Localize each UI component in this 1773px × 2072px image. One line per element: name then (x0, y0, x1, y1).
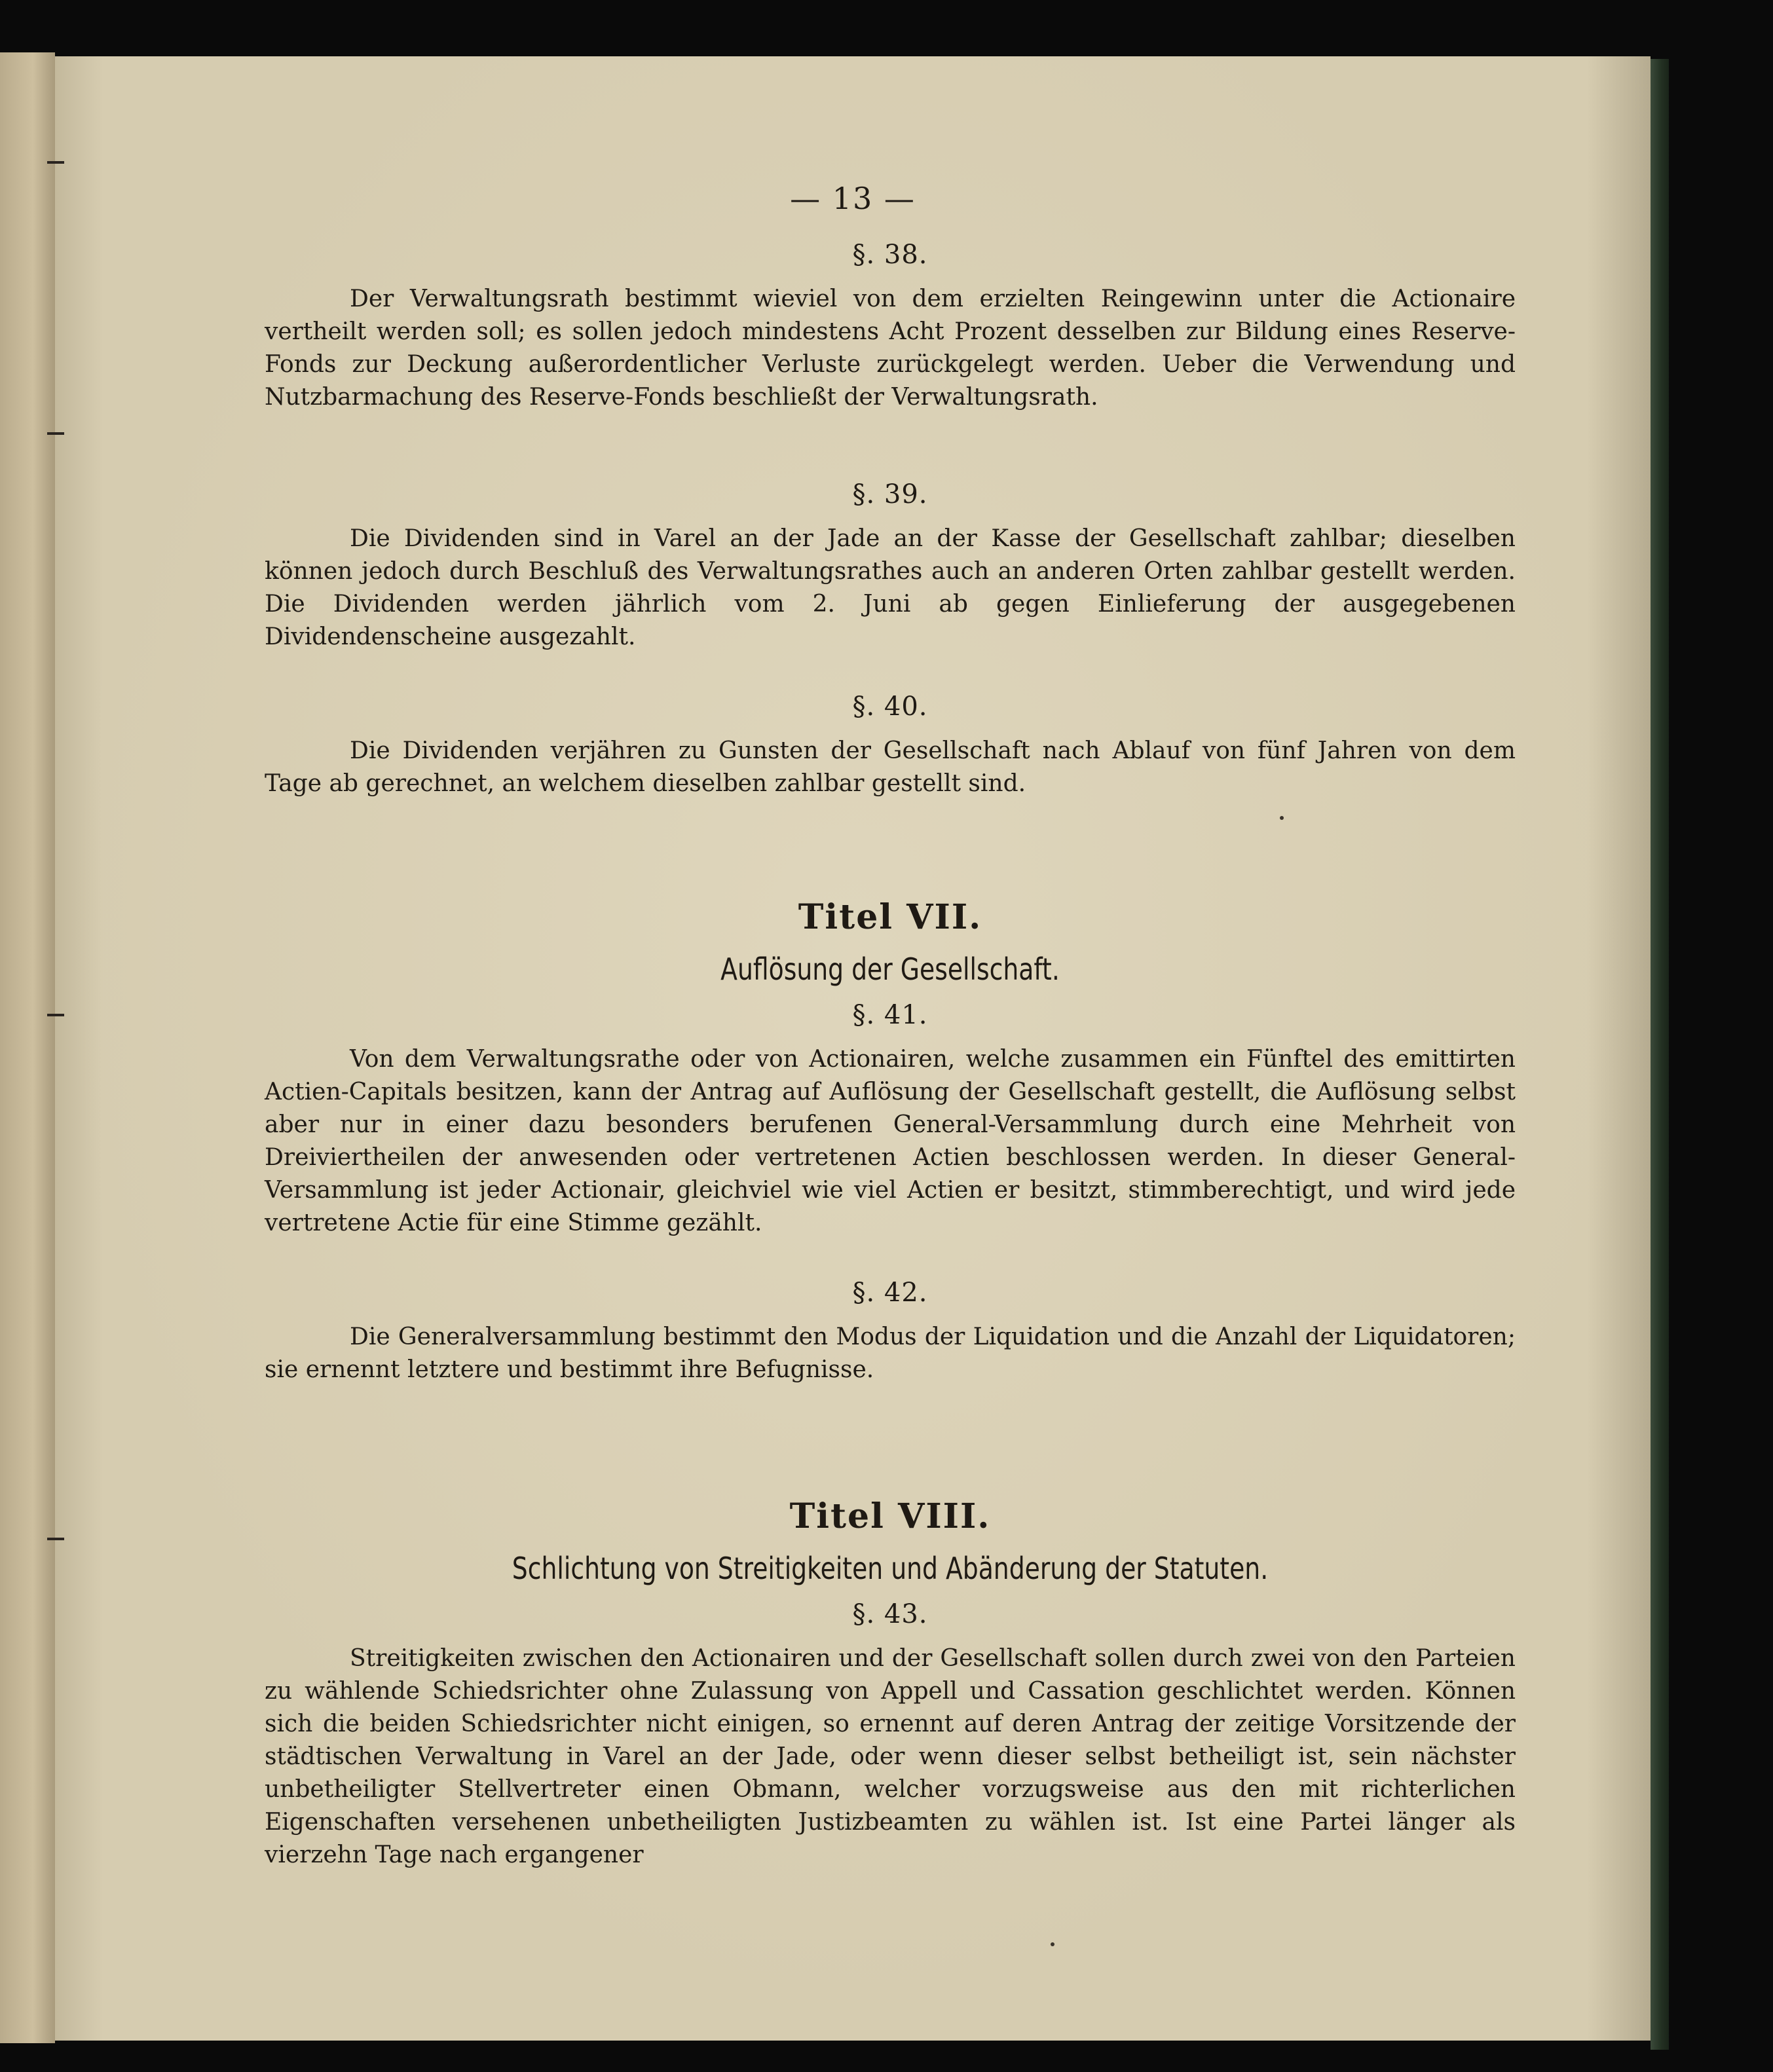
paragraph-text: Streitigkeiten zwischen den Actionairen und der Gesellschaft sollen durch zwei von den Parteien zu wählende Schiedsrichter ohne Zulassung von Appell und Cassation geschlichtet werden. Können sich die beiden Schiedsrichter nicht einigen, so ernennt auf deren Antrag der zeitige Vorsitzende der städtischen Verwaltung in Varel an der Jade, oder wenn dieser selbst betheiligt ist, sein nächster unbetheiligter Stellvertreter einen Obmann, welcher vorzugsweise aus den mit richterlichen Eigenschaften versehenen unbetheiligten Justizbeamten zu wählen ist. Ist eine Partei länger als vierzehn Tage nach ergangener (265, 1645, 1516, 1868)
paragraph-text: Die Generalversammlung bestimmt den Modus der Liquidation und die Anzahl der Liquidatoren; sie ernennt letztere und bestimmt ihre Befugnisse. (265, 1323, 1516, 1383)
paragraph-43 (265, 1599, 1516, 1872)
title-viii (265, 1496, 1516, 1586)
paragraph-heading: §. 42. (852, 1278, 928, 1308)
paragraph-text: Der Verwaltungsrath bestimmt wieviel von dem erzielten Reingewinn unter die Actionaire vertheilt werden soll; es sollen jedoch mindestens Acht Prozent desselben zur Bildung eines Reserve-Fonds zur Deckung außerordentlicher Verluste zurückgelegt werden. Ueber die Verwendung und Nutzbarmachung des Reserve-Fonds beschließt der Verwaltungsrath. (265, 286, 1516, 411)
ink-speck (1280, 816, 1284, 820)
paragraph-text: Die Dividenden verjähren zu Gunsten der Gesellschaft nach Ablauf von fünf Jahren von dem Tage ab gerechnet, an welchem dieselben zahlbar gestellt sind. (265, 737, 1516, 797)
title-heading: Titel VIII. (789, 1496, 991, 1536)
binding-mark (47, 161, 64, 164)
paragraph-40 (265, 692, 1516, 800)
ink-speck (1051, 1942, 1054, 1946)
title-heading: Titel VII. (798, 897, 982, 937)
paragraph-heading: §. 43. (852, 1599, 928, 1629)
paragraph-heading: §. 38. (852, 240, 928, 270)
paragraph-heading: §. 40. (852, 692, 928, 722)
paragraph-38 (265, 240, 1516, 414)
book-spine (1651, 59, 1669, 2050)
paragraph-heading: §. 39. (852, 479, 928, 509)
document-page (55, 56, 1651, 2041)
binding-mark (47, 432, 64, 435)
title-subheading: Schlichtung von Streitigkeiten und Abänderung der Statuten. (512, 1551, 1269, 1586)
binding-mark (47, 1538, 64, 1540)
paragraph-39 (265, 479, 1516, 654)
paragraph-heading: §. 41. (852, 1000, 928, 1030)
binding-mark (47, 1014, 64, 1016)
paragraph-text: Von dem Verwaltungsrathe oder von Actionairen, welche zusammen ein Fünftel des emittirten Actien-Capitals besitzen, kann der Antrag auf Auflösung der Gesellschaft gestellt, die Auflösung selbst aber nur in einer dazu besonders berufenen General-Versammlung durch eine Mehrheit von Dreiviertheilen der anwesenden oder vertretenen Actien beschlossen werden. In dieser General-Versammlung ist jeder Actionair, gleichviel wie viel Actien er besitzt, stimmberechtigt, und wird jede vertretene Actie für eine Stimme gezählt. (265, 1046, 1516, 1236)
paragraph-42 (265, 1278, 1516, 1386)
title-vii (265, 897, 1516, 987)
paragraph-text: Die Dividenden sind in Varel an der Jade an der Kasse der Gesellschaft zahlbar; dieselben können jedoch durch Beschluß des Verwaltungsrathes auch an anderen Orten zahlbar gestellt werden. Die Dividenden werden jährlich vom 2. Juni ab gegen Einlieferung der ausgegebenen Dividendenscheine ausgezahlt. (265, 525, 1516, 650)
page-content (265, 240, 1516, 1910)
page-number: — 13 — (790, 181, 916, 216)
paragraph-41 (265, 1000, 1516, 1240)
previous-page-edge (0, 52, 55, 2043)
title-subheading: Auflösung der Gesellschaft. (720, 952, 1060, 987)
